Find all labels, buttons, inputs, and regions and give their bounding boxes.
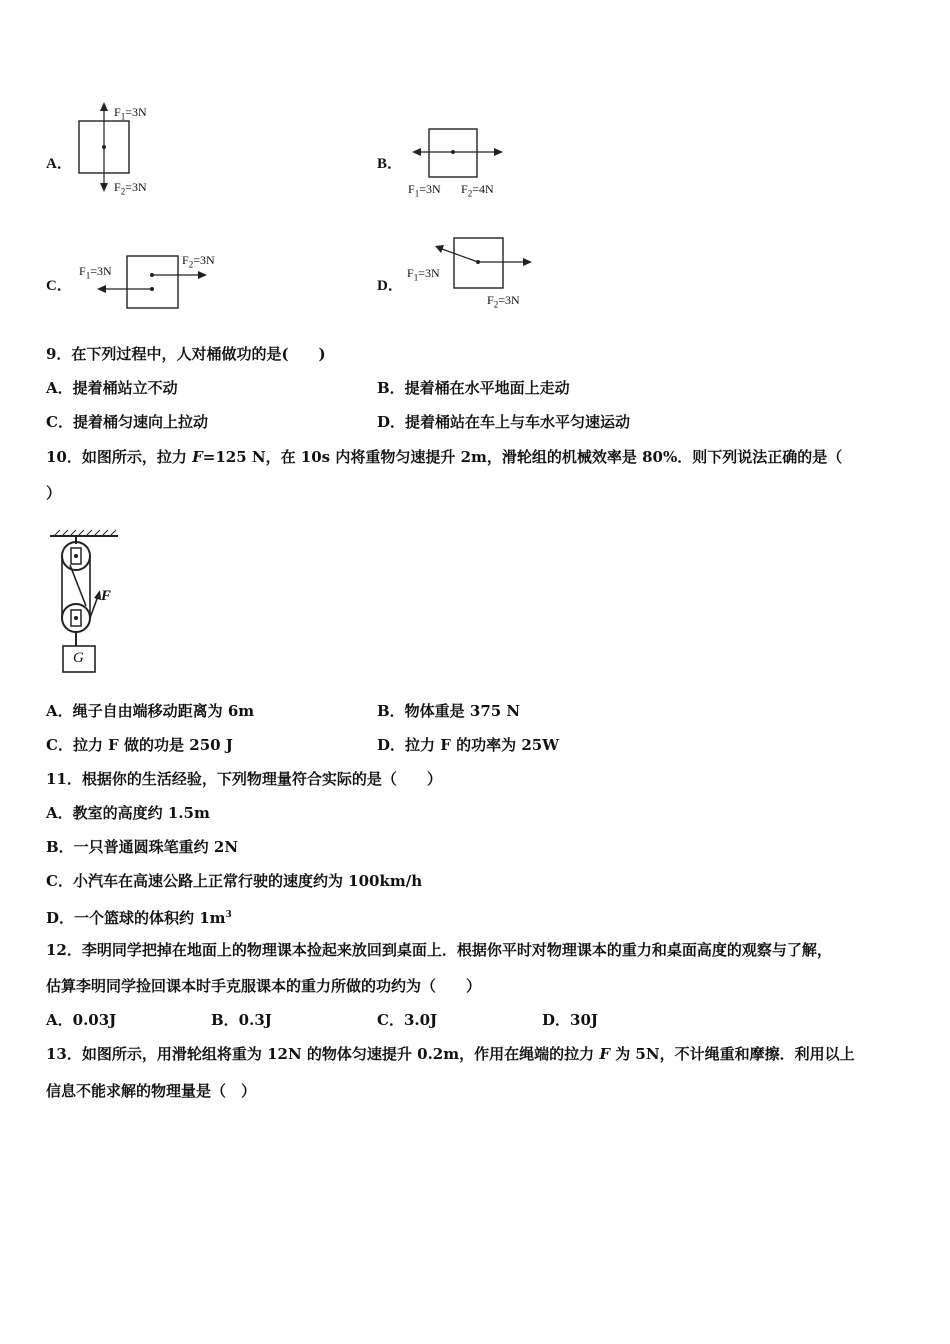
force-label-f1: $F_1=3N$ xyxy=(114,105,147,122)
pulley-weight-label: G xyxy=(73,650,84,666)
q11-option-b[interactable]: B．一只普通圆珠笔重约 2N xyxy=(46,838,239,856)
force-label-f2: $F_2=3N$ xyxy=(114,180,147,197)
q11-option-d[interactable]: D．一个篮球的体积约 $1m^3$ xyxy=(46,909,232,927)
q10-option-c[interactable]: C．拉力 F 做的功是 250 J xyxy=(46,736,233,754)
option-c-label[interactable]: C． xyxy=(46,278,72,294)
q12-option-a[interactable]: A．0.03J xyxy=(46,1011,117,1029)
force-label-f2: $F_2=4N$ xyxy=(461,182,494,199)
q11-option-c[interactable]: C．小汽车在高速公路上正常行驶的速度约为 100km/h xyxy=(46,872,423,890)
q10-option-d[interactable]: D．拉力 F 的功率为 25W xyxy=(377,736,560,754)
force-label-f1: $F_1=3N$ xyxy=(408,182,441,199)
q9-stem: 9．在下列过程中，人对桶做功的是( ) xyxy=(46,345,326,363)
option-d-label[interactable]: D． xyxy=(377,278,403,294)
q9-option-b[interactable]: B．提着桶在水平地面上走动 xyxy=(377,379,570,397)
pulley-system-figure xyxy=(0,0,1,1)
option-b-label[interactable]: B． xyxy=(377,156,403,172)
q9-option-a[interactable]: A．提着桶站立不动 xyxy=(46,379,178,397)
force-label-f2: $F_2=3N$ xyxy=(487,293,520,310)
option-a-label[interactable]: A． xyxy=(46,156,72,172)
force-label-f2: $F_2=3N$ xyxy=(182,253,215,270)
q12-stem-line2: 估算李明同学捡回课本时手克服课本的重力所做的功约为（ ） xyxy=(46,977,482,995)
q12-option-d[interactable]: D．30J xyxy=(542,1011,598,1029)
q10-option-b[interactable]: B．物体重是 375 N xyxy=(377,702,521,720)
q12-option-b[interactable]: B．0.3J xyxy=(211,1011,272,1029)
q13-stem: 13．如图所示，用滑轮组将重为 12N 的物体匀速提升 0.2m，作用在绳端的拉力 F 为 5N，不计绳重和摩擦．利用以上 xyxy=(46,1045,855,1063)
force-label-f1: $F_1=3N$ xyxy=(79,264,112,281)
q11-stem: 11．根据你的生活经验，下列物理量符合实际的是（ ） xyxy=(46,770,442,788)
q12-stem: 12．李明同学把掉在地面上的物理课本捡起来放回到桌面上．根据你平时对物理课本的重力和桌面高度的观察与了解， xyxy=(46,941,832,959)
q13-stem-line2: 信息不能求解的物理量是（ ） xyxy=(46,1082,257,1100)
q12-option-c[interactable]: C．3.0J xyxy=(377,1011,438,1029)
q10-option-a[interactable]: A．绳子自由端移动距离为 6m xyxy=(46,702,255,720)
q10-stem-line2: ） xyxy=(46,484,62,502)
force-label-f1: $F_1=3N$ xyxy=(407,266,440,283)
q9-option-d[interactable]: D．提着桶站在车上与车水平匀速运动 xyxy=(377,413,631,431)
q9-option-c[interactable]: C．提着桶匀速向上拉动 xyxy=(46,413,208,431)
q11-option-a[interactable]: A．教室的高度约 1.5m xyxy=(46,804,210,822)
q10-stem: 10．如图所示，拉力 F=125 N，在 10s 内将重物匀速提升 2m，滑轮组的机械效率是 80%．则下列说法正确的是（ xyxy=(46,448,843,466)
pulley-force-label: F xyxy=(101,588,112,604)
